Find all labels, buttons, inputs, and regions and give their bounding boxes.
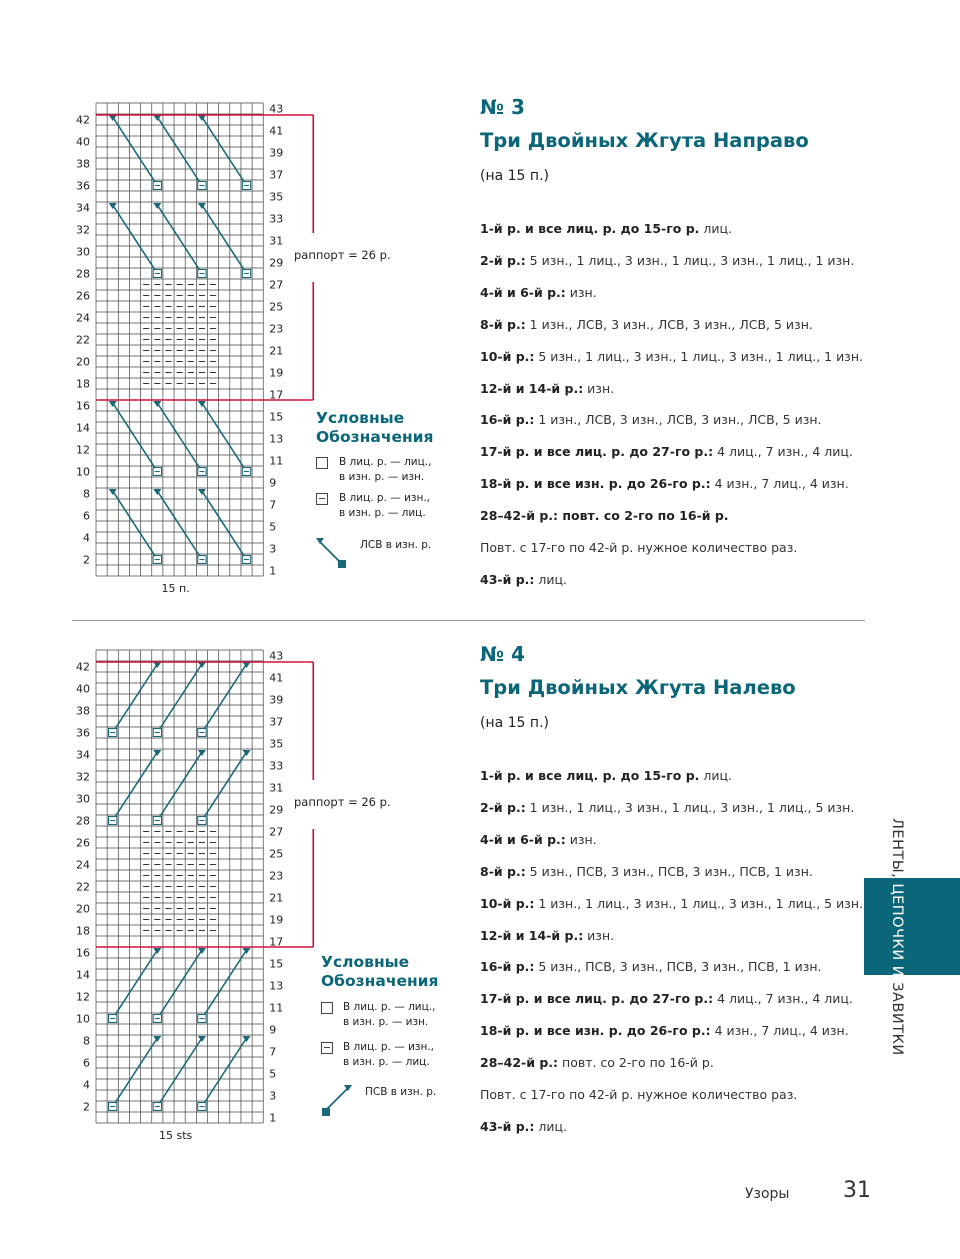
row-number: 24: [76, 858, 90, 872]
row-number: 10: [76, 465, 90, 479]
instruction-row-label: 18-й р. и все изн. р. до 26-го р.:: [480, 476, 711, 492]
stitch-count-label: 15 sts: [158, 1129, 193, 1142]
instruction-row-label: 43-й р.:: [480, 571, 535, 587]
row-number: 40: [76, 135, 90, 149]
cable-line: [202, 1038, 247, 1107]
row-number: 2: [83, 1100, 90, 1114]
legend-cable: ЛСВ в изн. р.: [360, 539, 432, 551]
row-number: 18: [76, 924, 90, 938]
row-number: 39: [269, 693, 284, 707]
instruction-text: Повт. с 17-го по 42-й р. нужное количество раз.: [480, 1087, 798, 1102]
row-number: 14: [76, 968, 90, 982]
cable-line: [202, 403, 247, 472]
cable-line: [113, 752, 158, 821]
row-number: 39: [269, 146, 284, 160]
instruction-text: изн.: [565, 831, 597, 847]
instruction-row-label: 4-й и 6-й р.:: [480, 831, 566, 847]
instruction-text: 1 изн., ЛСВ, 3 изн., ЛСВ, 3 изн., ЛСВ, 5 изн.: [534, 412, 822, 428]
knit-symbol-icon: [321, 1002, 333, 1014]
instruction-text: повт. со 2-го по 16-й р.: [558, 1055, 714, 1071]
row-number: 15: [269, 410, 284, 424]
instruction-line: [480, 540, 797, 555]
row-number: 34: [76, 748, 90, 762]
legend-title: Условные Обозначения: [316, 409, 434, 446]
cable-line: [157, 664, 202, 733]
row-number: 20: [76, 355, 90, 369]
instruction-line: [480, 768, 732, 783]
cable-line: [157, 752, 202, 821]
row-number: 17: [269, 935, 284, 949]
legend-knit: В лиц. р. — лиц., в изн. р. — изн.: [339, 456, 432, 483]
cable-line: [113, 403, 158, 472]
instruction-text: изн.: [583, 380, 615, 396]
cable-line: [157, 491, 202, 560]
row-number: 18: [76, 377, 90, 391]
legend-purl: В лиц. р. — изн., в изн. р. — лиц.: [343, 1041, 435, 1068]
instruction-line: [480, 221, 732, 236]
cable-line: [157, 1038, 202, 1107]
row-number: 15: [269, 957, 284, 971]
instruction-line: [480, 896, 863, 911]
instruction-text: Повт. с 17-го по 42-й р. нужное количество раз.: [480, 540, 798, 555]
instruction-row-label: 28–42-й р.: повт. со 2-го по 16-й р.: [480, 508, 729, 524]
instruction-line: [480, 864, 813, 879]
row-number: 4: [83, 1078, 90, 1092]
instruction-line: [480, 572, 567, 587]
instruction-text: 4 лиц., 7 изн., 4 лиц.: [713, 991, 853, 1007]
row-number: 19: [269, 366, 284, 380]
instruction-line: [480, 991, 853, 1006]
row-number: 41: [269, 124, 284, 138]
purl-symbol-icon: [316, 493, 328, 505]
page-number: 31: [843, 1178, 871, 1203]
chapter-title: ЛЕНТЫ, ЦЕПОЧКИ И ЗАВИТКИ: [889, 818, 905, 1056]
row-number: 9: [269, 1023, 277, 1037]
cable-line: [202, 117, 247, 186]
row-number: 11: [269, 1001, 284, 1015]
instruction-row-label: 10-й р.:: [480, 895, 535, 911]
chart-pattern-3: [60, 95, 320, 605]
cable-line: [202, 491, 247, 560]
row-number: 38: [76, 157, 90, 171]
row-number: 28: [76, 267, 90, 281]
row-number: 34: [76, 201, 90, 215]
chapter-tab: [864, 878, 960, 975]
instruction-row-label: 1-й р. и все лиц. р. до 15-го р.: [480, 221, 700, 236]
legend-title: Условные Обозначения: [321, 953, 439, 990]
row-number: 16: [76, 399, 90, 413]
row-number: 22: [76, 333, 90, 347]
instruction-text: 5 изн., ПСВ, 3 изн., ПСВ, 3 изн., ПСВ, 1 изн.: [525, 863, 813, 879]
row-number: 30: [76, 792, 90, 806]
row-number: 8: [83, 487, 90, 501]
left-cross-icon: [318, 1082, 354, 1118]
cable-line: [202, 752, 247, 821]
instruction-row-label: 16-й р.:: [480, 959, 535, 975]
cable-line: [113, 1038, 158, 1107]
row-number: 4: [83, 531, 90, 545]
instruction-text: 1 изн., 1 лиц., 3 изн., 1 лиц., 3 изн., 1 лиц., 5 изн.: [534, 895, 863, 911]
row-number: 1: [269, 564, 277, 578]
row-number: 35: [269, 737, 284, 751]
instruction-text: 5 изн., ПСВ, 3 изн., ПСВ, 3 изн., ПСВ, 1 изн.: [534, 959, 822, 975]
row-number: 22: [76, 880, 90, 894]
row-number: 23: [269, 322, 284, 336]
row-number: 23: [269, 869, 284, 883]
row-number: 27: [269, 278, 284, 292]
row-number: 25: [269, 300, 284, 314]
instruction-text: 1 изн., ЛСВ, 3 изн., ЛСВ, 3 изн., ЛСВ, 5 изн.: [525, 316, 813, 332]
instruction-line: [480, 444, 853, 459]
right-cross-icon: [314, 536, 350, 570]
row-number: 35: [269, 190, 284, 204]
row-number: 11: [269, 454, 284, 468]
row-number: 31: [269, 781, 284, 795]
knit-symbol-icon: [316, 457, 328, 469]
row-number: 33: [269, 212, 284, 226]
row-number: 29: [269, 256, 284, 270]
cable-line: [157, 205, 202, 274]
legend-purl: В лиц. р. — изн., в изн. р. — лиц.: [339, 492, 431, 519]
instruction-line: [480, 349, 863, 364]
instruction-text: 1 изн., 1 лиц., 3 изн., 1 лиц., 3 изн., 1 лиц., 5 изн.: [525, 799, 855, 815]
row-number: 12: [76, 443, 90, 457]
instruction-line: [480, 253, 854, 268]
instruction-row-label: 10-й р.:: [480, 348, 535, 364]
instruction-row-label: 18-й р. и все изн. р. до 26-го р.:: [480, 1023, 711, 1039]
instruction-row-label: 2-й р.:: [480, 252, 526, 268]
instruction-row-label: 12-й и 14-й р.:: [480, 380, 584, 396]
legend-cable: ПСВ в изн. р.: [365, 1086, 437, 1098]
instruction-text: 4 лиц., 7 изн., 4 лиц.: [713, 444, 853, 460]
row-number: 32: [76, 223, 90, 237]
row-number: 10: [76, 1012, 90, 1026]
footer-section-label: Узоры: [745, 1186, 790, 1202]
instruction-row-label: 2-й р.:: [480, 799, 526, 815]
purl-symbol-icon: [321, 1042, 333, 1054]
instruction-line: [480, 832, 597, 847]
instruction-text: 4 изн., 7 лиц., 4 изн.: [710, 1023, 849, 1039]
row-number: 24: [76, 311, 90, 325]
instruction-row-label: 1-й р. и все лиц. р. до 15-го р.: [480, 768, 700, 783]
row-number: 27: [269, 825, 284, 839]
instruction-line: [480, 412, 822, 427]
row-number: 32: [76, 770, 90, 784]
row-number: 13: [269, 979, 284, 993]
instruction-line: [480, 800, 854, 815]
row-number: 41: [269, 671, 284, 685]
instruction-text: лиц.: [534, 1118, 567, 1134]
row-number: 3: [269, 542, 277, 556]
row-number: 13: [269, 432, 284, 446]
row-number: 36: [76, 179, 90, 193]
row-number: 43: [269, 102, 284, 116]
legend-knit: В лиц. р. — лиц., в изн. р. — изн.: [343, 1001, 436, 1028]
instruction-line: [480, 1087, 797, 1102]
cable-line: [157, 950, 202, 1019]
row-number: 5: [269, 520, 277, 534]
instruction-row-label: 4-й и 6-й р.:: [480, 284, 566, 300]
instruction-line: [480, 1055, 714, 1070]
instruction-row-label: 17-й р. и все лиц. р. до 27-го р.:: [480, 991, 714, 1007]
cable-line: [113, 205, 158, 274]
row-number: 42: [76, 113, 90, 127]
row-number: 20: [76, 902, 90, 916]
row-number: 14: [76, 421, 90, 435]
instruction-row-label: 12-й и 14-й р.:: [480, 927, 584, 943]
pattern-subtitle: (на 15 п.): [480, 168, 549, 184]
row-number: 25: [269, 847, 284, 861]
cable-line: [113, 491, 158, 560]
row-number: 6: [83, 1056, 90, 1070]
instruction-text: лиц.: [699, 221, 732, 236]
cable-line: [113, 117, 158, 186]
instruction-line: [480, 508, 729, 523]
row-number: 26: [76, 289, 90, 303]
instruction-line: [480, 381, 614, 396]
row-number: 2: [83, 553, 90, 567]
row-number: 17: [269, 388, 284, 402]
instruction-text: 4 изн., 7 лиц., 4 изн.: [710, 476, 849, 492]
cable-line: [202, 205, 247, 274]
row-number: 40: [76, 682, 90, 696]
row-number: 21: [269, 344, 284, 358]
row-number: 16: [76, 946, 90, 960]
row-number: 36: [76, 726, 90, 740]
row-number: 7: [269, 1045, 277, 1059]
row-number: 9: [269, 476, 277, 490]
row-number: 26: [76, 836, 90, 850]
pattern-title: Три Двойных Жгута Направо: [480, 129, 809, 152]
pattern-number: № 3: [480, 95, 525, 119]
row-number: 29: [269, 803, 284, 817]
instruction-row-label: 43-й р.:: [480, 1118, 535, 1134]
instruction-row-label: 17-й р. и все лиц. р. до 27-го р.:: [480, 444, 714, 460]
chart-pattern-4: [60, 642, 320, 1152]
row-number: 37: [269, 168, 284, 182]
row-number: 19: [269, 913, 284, 927]
instruction-line: [480, 317, 813, 332]
cable-line: [113, 664, 158, 733]
pattern-title: Три Двойных Жгута Налево: [480, 676, 796, 699]
section-divider: [72, 620, 865, 621]
stitch-count-label: 15 п.: [161, 582, 190, 595]
row-number: 31: [269, 234, 284, 248]
row-number: 3: [269, 1089, 277, 1103]
pattern-subtitle: (на 15 п.): [480, 715, 549, 731]
row-number: 1: [269, 1111, 277, 1125]
instruction-row-label: 8-й р.:: [480, 863, 526, 879]
row-number: 30: [76, 245, 90, 259]
row-number: 33: [269, 759, 284, 773]
row-number: 8: [83, 1034, 90, 1048]
instruction-row-label: 8-й р.:: [480, 316, 526, 332]
row-number: 42: [76, 660, 90, 674]
cable-line: [113, 950, 158, 1019]
instruction-text: лиц.: [699, 768, 732, 783]
instruction-text: изн.: [565, 284, 597, 300]
cable-line: [202, 950, 247, 1019]
row-number: 43: [269, 649, 284, 663]
row-number: 12: [76, 990, 90, 1004]
instruction-text: лиц.: [534, 571, 567, 587]
instruction-line: [480, 959, 822, 974]
row-number: 28: [76, 814, 90, 828]
cable-line: [157, 117, 202, 186]
row-number: 38: [76, 704, 90, 718]
pattern-number: № 4: [480, 642, 525, 666]
instruction-row-label: 16-й р.:: [480, 412, 535, 428]
row-number: 37: [269, 715, 284, 729]
instruction-text: 5 изн., 1 лиц., 3 изн., 1 лиц., 3 изн., 1 лиц., 1 изн.: [525, 252, 855, 268]
cable-line: [202, 664, 247, 733]
repeat-label: раппорт = 26 р.: [294, 248, 391, 262]
instruction-row-label: 28–42-й р.:: [480, 1055, 559, 1071]
instruction-line: [480, 928, 614, 943]
instruction-line: [480, 1023, 849, 1038]
instruction-text: изн.: [583, 927, 615, 943]
instruction-line: [480, 1119, 567, 1134]
row-number: 21: [269, 891, 284, 905]
row-number: 7: [269, 498, 277, 512]
repeat-label: раппорт = 26 р.: [294, 795, 391, 809]
instruction-text: 5 изн., 1 лиц., 3 изн., 1 лиц., 3 изн., 1 лиц., 1 изн.: [534, 348, 863, 364]
row-number: 5: [269, 1067, 277, 1081]
row-number: 6: [83, 509, 90, 523]
instruction-line: [480, 285, 597, 300]
instruction-line: [480, 476, 849, 491]
cable-line: [157, 403, 202, 472]
